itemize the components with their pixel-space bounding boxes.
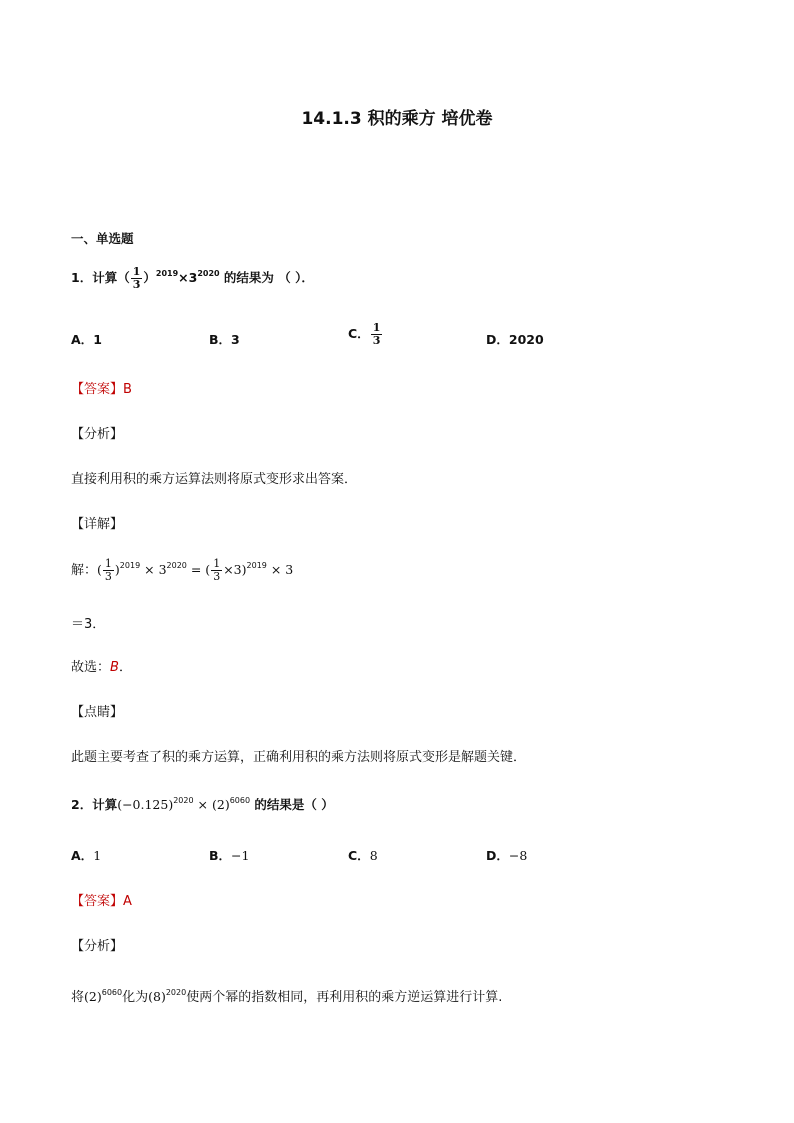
q1-option-a: A．1 (71, 332, 102, 347)
q1-answer: 【答案】B (71, 382, 132, 397)
q2-option-c: C．8 (348, 848, 378, 863)
q1-option-b: B．3 (209, 332, 240, 347)
section-heading: 一、单选题 (71, 231, 134, 246)
q2-option-a: A．1 (71, 848, 102, 863)
question-1: 1．计算（ $\frac{1}{3}$ ）$^{2019}\times 3^{2020}$ 的结果为 （ ）． (71, 265, 314, 291)
q2-analysis: 将$(2)^{6060}$化为$(8)^{2020}$使两个幂的指数相同，再利用积的乘方逆运算进行计算. (71, 988, 503, 1005)
q1-analysis: 直接利用积的乘方运算法则将原式变形求出答案． (71, 472, 358, 487)
q2-option-d: D．−8 (486, 848, 528, 863)
q1-detail-result: ＝3． (71, 617, 106, 632)
q2-analysis-label: 【分析】 (71, 939, 124, 954)
question-1-number: 1．计算（ (71, 270, 130, 285)
question-1-tail: 的结果为 （ ）． (219, 270, 314, 285)
q1-comment-label: 【点睛】 (71, 705, 124, 720)
q1-detail-label: 【详解】 (71, 517, 124, 532)
q2-option-b: B．−1 (209, 848, 250, 863)
page-title: 14.1.3 积的乘方 培优卷 (301, 109, 493, 129)
q2-answer: 【答案】A (71, 894, 132, 909)
q1-option-d: D．2020 (486, 332, 544, 347)
q1-option-c: C． $\frac{1}{3}$ (348, 321, 381, 347)
question-1-fraction: $\frac{1}{3}$ (132, 265, 141, 291)
q1-analysis-label: 【分析】 (71, 427, 124, 442)
q1-comment: 此题主要考查了积的乘方运算，正确利用积的乘方法则将原式变形是解题关键． (71, 750, 527, 765)
q1-choice: 故选：B． (71, 660, 132, 675)
q1-detail: 解：( $\frac{1}{3}$ )$^{2019} \times 3^{2020}$ = ( $\frac{1}{3}$ ×3)$^{2019}$ × 3 (71, 557, 294, 583)
question-2: 2．计算$(-0.125)^{2020} \times (2)^{6060}$ 的结果是（ ） (71, 796, 334, 812)
